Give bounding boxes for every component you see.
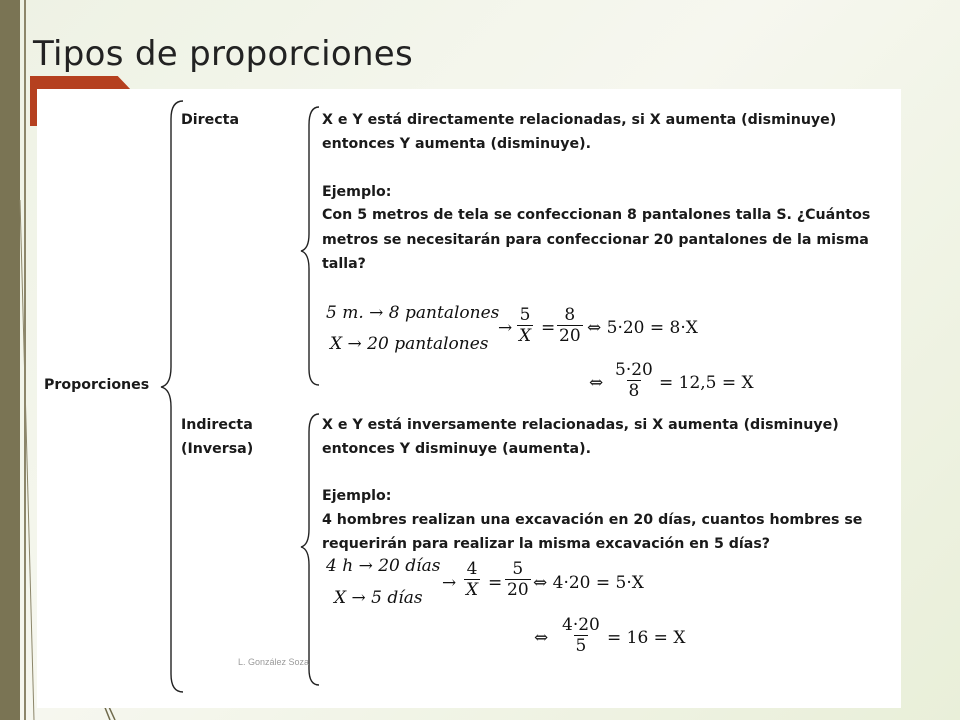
indirecta-frac1-den: X — [466, 580, 479, 600]
root-label-proporciones: Proporciones — [44, 377, 150, 393]
diagram-panel — [37, 89, 901, 708]
indirecta-implies: ⇔ — [534, 628, 549, 648]
directa-frac2 — [557, 305, 583, 346]
directa-frac2-num: 8 — [564, 305, 576, 325]
footer-author: L. González Soza — [238, 657, 310, 667]
bracket-lines — [37, 89, 901, 708]
indirecta-example-heading: Ejemplo: — [322, 488, 392, 504]
indirecta-implies-eq: ⇔ 4·20 = 5·X — [533, 573, 644, 593]
indirecta-frac2-num: 5 — [512, 559, 524, 579]
directa-frac3 — [613, 360, 655, 401]
directa-frac1-num: 5 — [519, 305, 531, 325]
directa-frac3-den: 8 — [628, 381, 640, 401]
directa-frac3-num: 5·20 — [615, 360, 653, 380]
directa-definition-line1: X e Y está directamente relacionadas, si X aumenta (disminuye) — [322, 112, 837, 128]
indirecta-frac2 — [505, 559, 531, 600]
directa-example-line1: Con 5 metros de tela se confeccionan 8 pantalones talla S. ¿Cuántos — [322, 207, 871, 223]
directa-math-arrow: → — [498, 318, 513, 338]
directa-implies-eq: ⇔ 5·20 = 8·X — [587, 318, 698, 338]
indirecta-math-row2: X → 5 días — [334, 588, 423, 608]
directa-example-heading: Ejemplo: — [322, 184, 392, 200]
directa-math-row1: 5 m. → 8 pantalones — [326, 303, 500, 323]
indirecta-frac3-num: 4·20 — [562, 615, 600, 635]
indirecta-math-eq: = — [488, 573, 503, 593]
directa-result: = 12,5 = X — [659, 373, 754, 393]
directa-frac1-den: X — [519, 326, 532, 346]
indirecta-result: = 16 = X — [607, 628, 686, 648]
indirecta-frac2-den: 20 — [507, 580, 529, 600]
directa-math-row2: X → 20 pantalones — [330, 334, 489, 354]
indirecta-math-arrow: → — [442, 573, 457, 593]
slide-title: Tipos de proporciones — [33, 34, 414, 74]
directa-frac1 — [517, 305, 533, 346]
directa-example-line2: metros se necesitarán para confeccionar 20 pantalones de la misma — [322, 232, 869, 248]
indirecta-math-row1: 4 h → 20 días — [326, 556, 441, 576]
indirecta-example-line2: requerirán para realizar la misma excavación en 5 días? — [322, 536, 771, 552]
directa-label: Directa — [181, 112, 240, 128]
main-brace — [161, 101, 183, 692]
indirecta-definition-line2: entonces Y disminuye (aumenta). — [322, 441, 591, 457]
directa-brace — [301, 107, 319, 385]
indirecta-frac3-den: 5 — [575, 636, 587, 656]
directa-implies: ⇔ — [589, 373, 604, 393]
indirecta-brace — [301, 414, 319, 685]
indirecta-example-line1: 4 hombres realizan una excavación en 20 días, cuantos hombres se — [322, 512, 863, 528]
indirecta-frac1-num: 4 — [466, 559, 478, 579]
indirecta-definition-line1: X e Y está inversamente relacionadas, si X aumenta (disminuye) — [322, 417, 839, 433]
directa-definition-line2: entonces Y aumenta (disminuye). — [322, 136, 591, 152]
directa-frac2-den: 20 — [559, 326, 581, 346]
directa-math-eq: = — [541, 318, 556, 338]
directa-example-line3: talla? — [322, 256, 366, 272]
indirecta-label-line1: Indirecta — [181, 417, 253, 433]
indirecta-frac3 — [560, 615, 602, 656]
indirecta-frac1 — [464, 559, 480, 600]
indirecta-label-line2: (Inversa) — [181, 441, 254, 457]
